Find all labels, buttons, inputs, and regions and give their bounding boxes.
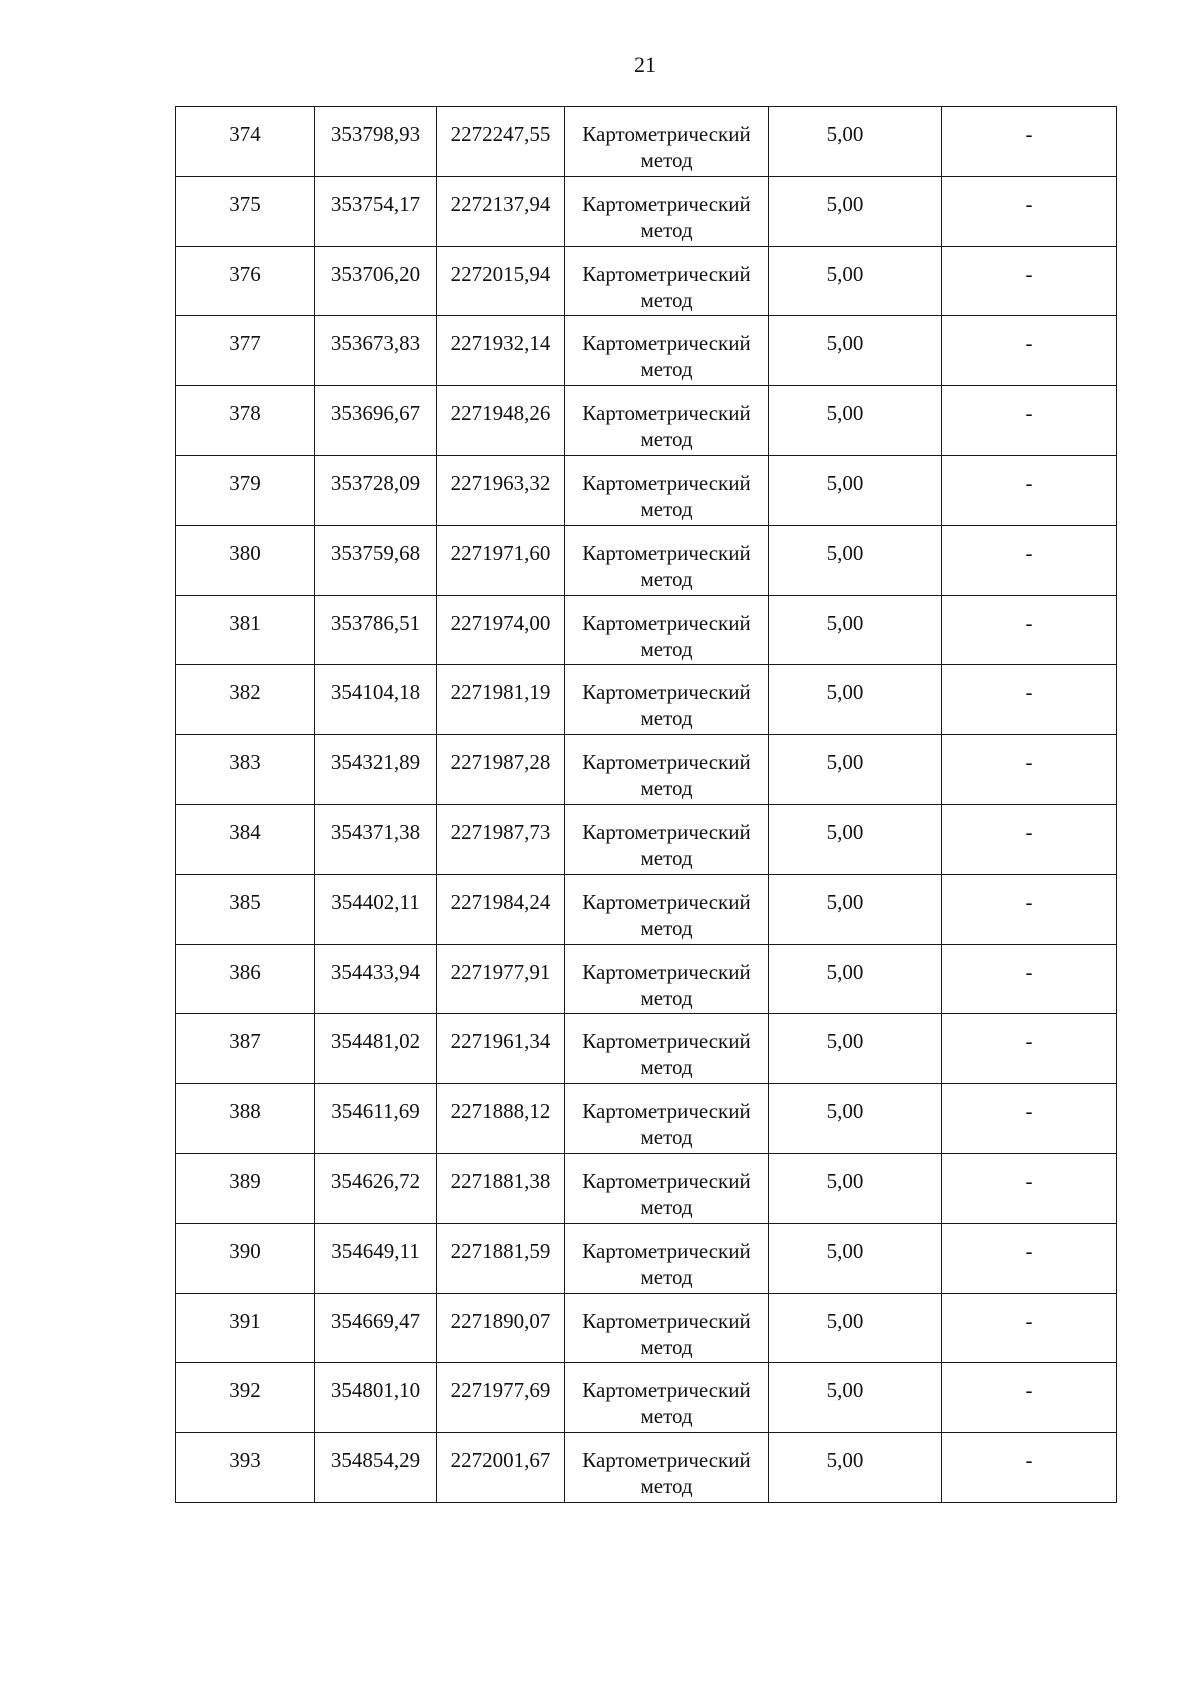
point-number-cell xyxy=(176,944,315,1014)
y-coordinate-value: 2271977,69 xyxy=(450,1378,551,1403)
method-cell xyxy=(565,735,769,805)
note-value: - xyxy=(1025,1448,1033,1473)
y-coordinate-value: 2272015,94 xyxy=(450,261,551,286)
note-value: - xyxy=(1025,1029,1033,1054)
error-value: 5,00 xyxy=(826,610,864,635)
method-cell xyxy=(565,1084,769,1154)
y-coordinate-cell xyxy=(437,455,565,525)
point-number-cell xyxy=(176,1293,315,1363)
x-coordinate-cell xyxy=(315,874,437,944)
table-row xyxy=(176,176,1117,246)
error-value: 5,00 xyxy=(826,401,864,426)
x-coordinate-cell xyxy=(315,665,437,735)
point-number-value: 375 xyxy=(229,191,261,216)
point-number-cell xyxy=(176,1363,315,1433)
method-line-2: метод xyxy=(640,496,693,521)
method-cell xyxy=(565,1223,769,1293)
x-coordinate-cell xyxy=(315,1014,437,1084)
y-coordinate-value: 2271932,14 xyxy=(450,331,551,356)
x-coordinate-value: 354481,02 xyxy=(330,1029,421,1054)
point-number-cell xyxy=(176,1223,315,1293)
method-cell xyxy=(565,386,769,456)
point-number-value: 380 xyxy=(229,540,261,565)
method-line-2: метод xyxy=(640,706,693,731)
note-value: - xyxy=(1025,1238,1033,1263)
y-coordinate-value: 2271881,59 xyxy=(450,1238,551,1263)
method-cell xyxy=(565,455,769,525)
table-row xyxy=(176,804,1117,874)
method-line-1: Картометрический xyxy=(582,1378,751,1403)
x-coordinate-cell xyxy=(315,107,437,177)
y-coordinate-cell xyxy=(437,735,565,805)
point-number-value: 381 xyxy=(229,610,261,635)
x-coordinate-value: 354371,38 xyxy=(330,819,421,844)
point-number-cell xyxy=(176,455,315,525)
method-line-2: метод xyxy=(640,427,693,452)
note-cell xyxy=(942,595,1117,665)
x-coordinate-value: 353696,67 xyxy=(330,401,421,426)
coordinates-table-body xyxy=(176,107,1117,1503)
y-coordinate-cell xyxy=(437,176,565,246)
y-coordinate-value: 2271961,34 xyxy=(450,1029,551,1054)
method-line-2: метод xyxy=(640,1404,693,1429)
method-cell xyxy=(565,316,769,386)
x-coordinate-value: 354626,72 xyxy=(330,1168,421,1193)
point-number-cell xyxy=(176,595,315,665)
method-line-2: метод xyxy=(640,776,693,801)
note-value: - xyxy=(1025,819,1033,844)
note-value: - xyxy=(1025,122,1033,146)
x-coordinate-value: 354611,69 xyxy=(331,1099,420,1124)
table-row xyxy=(176,735,1117,805)
x-coordinate-value: 354321,89 xyxy=(330,750,421,775)
error-cell xyxy=(769,386,942,456)
y-coordinate-cell xyxy=(437,316,565,386)
error-value: 5,00 xyxy=(826,191,864,216)
point-number-cell xyxy=(176,1433,315,1503)
coordinates-table xyxy=(175,106,1117,1503)
y-coordinate-value: 2272137,94 xyxy=(450,191,551,216)
method-line-1: Картометрический xyxy=(582,680,751,705)
method-line-1: Картометрический xyxy=(582,191,751,216)
point-number-value: 392 xyxy=(229,1378,261,1403)
error-cell xyxy=(769,107,942,177)
point-number-value: 388 xyxy=(229,1099,261,1124)
note-cell xyxy=(942,246,1117,316)
error-cell xyxy=(769,595,942,665)
point-number-cell xyxy=(176,246,315,316)
method-cell xyxy=(565,1433,769,1503)
y-coordinate-value: 2271963,32 xyxy=(450,470,551,495)
method-cell xyxy=(565,525,769,595)
method-line-2: метод xyxy=(640,636,693,661)
error-value: 5,00 xyxy=(826,122,864,146)
x-coordinate-value: 353754,17 xyxy=(330,191,421,216)
point-number-value: 391 xyxy=(229,1308,261,1333)
y-coordinate-value: 2271984,24 xyxy=(450,889,551,914)
table-row xyxy=(176,525,1117,595)
y-coordinate-value: 2271981,19 xyxy=(450,680,551,705)
error-value: 5,00 xyxy=(826,261,864,286)
error-value: 5,00 xyxy=(826,889,864,914)
x-coordinate-value: 353706,20 xyxy=(330,261,421,286)
table-row xyxy=(176,595,1117,665)
x-coordinate-cell xyxy=(315,455,437,525)
table-row xyxy=(176,665,1117,735)
point-number-cell xyxy=(176,176,315,246)
note-cell xyxy=(942,1014,1117,1084)
note-cell xyxy=(942,804,1117,874)
x-coordinate-cell xyxy=(315,525,437,595)
error-cell xyxy=(769,455,942,525)
note-cell xyxy=(942,665,1117,735)
point-number-cell xyxy=(176,735,315,805)
table-row xyxy=(176,107,1117,177)
x-coordinate-cell xyxy=(315,246,437,316)
table-row xyxy=(176,944,1117,1014)
x-coordinate-cell xyxy=(315,316,437,386)
x-coordinate-value: 353728,09 xyxy=(330,470,421,495)
error-value: 5,00 xyxy=(826,819,864,844)
y-coordinate-cell xyxy=(437,1363,565,1433)
note-value: - xyxy=(1025,1099,1033,1124)
point-number-value: 383 xyxy=(229,750,261,775)
note-cell xyxy=(942,1293,1117,1363)
method-line-1: Картометрический xyxy=(582,122,751,146)
method-line-2: метод xyxy=(640,1055,693,1080)
error-value: 5,00 xyxy=(826,1099,864,1124)
method-cell xyxy=(565,1153,769,1223)
point-number-value: 393 xyxy=(229,1448,261,1473)
error-cell xyxy=(769,1084,942,1154)
note-value: - xyxy=(1025,1378,1033,1403)
x-coordinate-value: 354649,11 xyxy=(331,1238,420,1263)
point-number-cell xyxy=(176,316,315,386)
error-value: 5,00 xyxy=(826,1308,864,1333)
method-line-1: Картометрический xyxy=(582,750,751,775)
table-row xyxy=(176,1363,1117,1433)
y-coordinate-cell xyxy=(437,874,565,944)
x-coordinate-cell xyxy=(315,386,437,456)
y-coordinate-cell xyxy=(437,944,565,1014)
error-cell xyxy=(769,176,942,246)
error-cell xyxy=(769,1433,942,1503)
note-cell xyxy=(942,735,1117,805)
note-value: - xyxy=(1025,1168,1033,1193)
error-value: 5,00 xyxy=(826,1378,864,1403)
y-coordinate-cell xyxy=(437,595,565,665)
y-coordinate-cell xyxy=(437,1433,565,1503)
note-value: - xyxy=(1025,261,1033,286)
x-coordinate-value: 354433,94 xyxy=(330,959,421,984)
x-coordinate-cell xyxy=(315,735,437,805)
note-value: - xyxy=(1025,331,1033,356)
error-cell xyxy=(769,804,942,874)
note-cell xyxy=(942,455,1117,525)
method-line-2: метод xyxy=(640,217,693,242)
note-cell xyxy=(942,1223,1117,1293)
method-line-1: Картометрический xyxy=(582,401,751,426)
point-number-value: 384 xyxy=(229,819,261,844)
method-cell xyxy=(565,176,769,246)
y-coordinate-cell xyxy=(437,246,565,316)
method-line-1: Картометрический xyxy=(582,1029,751,1054)
error-cell xyxy=(769,944,942,1014)
error-cell xyxy=(769,874,942,944)
note-value: - xyxy=(1025,191,1033,216)
error-value: 5,00 xyxy=(826,331,864,356)
y-coordinate-cell xyxy=(437,1153,565,1223)
table-row xyxy=(176,386,1117,456)
method-cell xyxy=(565,944,769,1014)
note-cell xyxy=(942,1084,1117,1154)
method-line-2: метод xyxy=(640,566,693,591)
method-line-1: Картометрический xyxy=(582,889,751,914)
table-row xyxy=(176,1293,1117,1363)
point-number-cell xyxy=(176,665,315,735)
x-coordinate-cell xyxy=(315,176,437,246)
error-cell xyxy=(769,1223,942,1293)
error-value: 5,00 xyxy=(826,959,864,984)
point-number-value: 386 xyxy=(229,959,261,984)
method-line-1: Картометрический xyxy=(582,1448,751,1473)
table-row xyxy=(176,1084,1117,1154)
x-coordinate-value: 354402,11 xyxy=(331,889,420,914)
x-coordinate-cell xyxy=(315,1153,437,1223)
x-coordinate-cell xyxy=(315,595,437,665)
x-coordinate-cell xyxy=(315,1084,437,1154)
x-coordinate-cell xyxy=(315,1433,437,1503)
y-coordinate-cell xyxy=(437,1084,565,1154)
x-coordinate-cell xyxy=(315,1223,437,1293)
point-number-value: 377 xyxy=(229,331,261,356)
table-row xyxy=(176,246,1117,316)
error-value: 5,00 xyxy=(826,1448,864,1473)
method-cell xyxy=(565,665,769,735)
y-coordinate-cell xyxy=(437,107,565,177)
x-coordinate-cell xyxy=(315,1363,437,1433)
method-line-2: метод xyxy=(640,1194,693,1219)
note-cell xyxy=(942,944,1117,1014)
point-number-cell xyxy=(176,1084,315,1154)
method-line-1: Картометрический xyxy=(582,1099,751,1124)
note-cell xyxy=(942,1433,1117,1503)
note-cell xyxy=(942,1363,1117,1433)
point-number-cell xyxy=(176,107,315,177)
y-coordinate-cell xyxy=(437,386,565,456)
note-cell xyxy=(942,386,1117,456)
note-cell xyxy=(942,525,1117,595)
x-coordinate-cell xyxy=(315,804,437,874)
y-coordinate-value: 2271890,07 xyxy=(450,1308,551,1333)
note-cell xyxy=(942,1153,1117,1223)
y-coordinate-value: 2271987,73 xyxy=(450,819,551,844)
point-number-cell xyxy=(176,804,315,874)
x-coordinate-value: 354669,47 xyxy=(330,1308,421,1333)
point-number-value: 376 xyxy=(229,261,261,286)
error-cell xyxy=(769,665,942,735)
point-number-cell xyxy=(176,386,315,456)
table-row xyxy=(176,874,1117,944)
y-coordinate-cell xyxy=(437,525,565,595)
y-coordinate-value: 2271977,91 xyxy=(450,959,551,984)
error-value: 5,00 xyxy=(826,470,864,495)
y-coordinate-value: 2271987,28 xyxy=(450,750,551,775)
method-line-1: Картометрический xyxy=(582,1308,751,1333)
method-line-1: Картометрический xyxy=(582,819,751,844)
point-number-value: 382 xyxy=(229,680,261,705)
point-number-value: 374 xyxy=(229,122,261,146)
note-value: - xyxy=(1025,959,1033,984)
error-cell xyxy=(769,735,942,805)
y-coordinate-value: 2271881,38 xyxy=(450,1168,551,1193)
y-coordinate-value: 2271971,60 xyxy=(450,540,551,565)
method-cell xyxy=(565,1363,769,1433)
x-coordinate-value: 353786,51 xyxy=(330,610,421,635)
y-coordinate-cell xyxy=(437,804,565,874)
method-line-1: Картометрический xyxy=(582,261,751,286)
error-value: 5,00 xyxy=(826,1029,864,1054)
point-number-cell xyxy=(176,1153,315,1223)
note-cell xyxy=(942,107,1117,177)
note-cell xyxy=(942,874,1117,944)
y-coordinate-value: 2272001,67 xyxy=(450,1448,551,1473)
note-value: - xyxy=(1025,610,1033,635)
error-value: 5,00 xyxy=(826,1238,864,1263)
error-cell xyxy=(769,246,942,316)
method-line-1: Картометрический xyxy=(582,1238,751,1263)
y-coordinate-value: 2272247,55 xyxy=(450,122,551,146)
note-cell xyxy=(942,176,1117,246)
method-line-1: Картометрический xyxy=(582,1168,751,1193)
note-value: - xyxy=(1025,1308,1033,1333)
x-coordinate-value: 354854,29 xyxy=(330,1448,421,1473)
method-line-2: метод xyxy=(640,287,693,312)
point-number-value: 379 xyxy=(229,470,261,495)
point-number-cell xyxy=(176,1014,315,1084)
x-coordinate-cell xyxy=(315,944,437,1014)
note-value: - xyxy=(1025,401,1033,426)
method-cell xyxy=(565,595,769,665)
table-row xyxy=(176,455,1117,525)
method-line-1: Картометрический xyxy=(582,610,751,635)
table-row xyxy=(176,1433,1117,1503)
x-coordinate-value: 353673,83 xyxy=(330,331,421,356)
method-cell xyxy=(565,246,769,316)
point-number-value: 385 xyxy=(229,889,261,914)
note-value: - xyxy=(1025,540,1033,565)
error-cell xyxy=(769,1293,942,1363)
error-value: 5,00 xyxy=(826,1168,864,1193)
x-coordinate-cell xyxy=(315,1293,437,1363)
method-line-1: Картометрический xyxy=(582,540,751,565)
note-value: - xyxy=(1025,750,1033,775)
error-value: 5,00 xyxy=(826,680,864,705)
table-row xyxy=(176,1153,1117,1223)
y-coordinate-cell xyxy=(437,1293,565,1363)
point-number-value: 389 xyxy=(229,1168,261,1193)
method-line-1: Картометрический xyxy=(582,331,751,356)
point-number-cell xyxy=(176,874,315,944)
error-cell xyxy=(769,525,942,595)
method-line-2: метод xyxy=(640,1474,693,1499)
method-line-1: Картометрический xyxy=(582,959,751,984)
note-cell xyxy=(942,316,1117,386)
y-coordinate-value: 2271888,12 xyxy=(450,1099,551,1124)
table-row xyxy=(176,1014,1117,1084)
page-number: 21 xyxy=(634,52,656,77)
x-coordinate-value: 353759,68 xyxy=(330,540,421,565)
method-line-2: метод xyxy=(640,845,693,870)
point-number-value: 390 xyxy=(229,1238,261,1263)
method-line-2: метод xyxy=(640,1264,693,1289)
note-value: - xyxy=(1025,470,1033,495)
x-coordinate-value: 353798,93 xyxy=(330,122,421,146)
error-cell xyxy=(769,1363,942,1433)
y-coordinate-cell xyxy=(437,1014,565,1084)
method-line-2: метод xyxy=(640,1125,693,1150)
method-line-2: метод xyxy=(640,915,693,940)
note-value: - xyxy=(1025,680,1033,705)
error-value: 5,00 xyxy=(826,750,864,775)
error-cell xyxy=(769,1014,942,1084)
method-cell xyxy=(565,1293,769,1363)
y-coordinate-value: 2271974,00 xyxy=(450,610,551,635)
method-cell xyxy=(565,107,769,177)
method-line-2: метод xyxy=(640,357,693,382)
method-line-2: метод xyxy=(640,1334,693,1359)
method-cell xyxy=(565,874,769,944)
error-cell xyxy=(769,316,942,386)
method-cell xyxy=(565,1014,769,1084)
method-line-1: Картометрический xyxy=(582,470,751,495)
method-line-2: метод xyxy=(640,985,693,1010)
error-cell xyxy=(769,1153,942,1223)
note-value: - xyxy=(1025,889,1033,914)
point-number-value: 378 xyxy=(229,401,261,426)
table-row xyxy=(176,1223,1117,1293)
point-number-value: 387 xyxy=(229,1029,261,1054)
table-row xyxy=(176,316,1117,386)
x-coordinate-value: 354801,10 xyxy=(330,1378,421,1403)
x-coordinate-value: 354104,18 xyxy=(330,680,421,705)
method-cell xyxy=(565,804,769,874)
y-coordinate-cell xyxy=(437,665,565,735)
method-line-2: метод xyxy=(640,148,693,172)
error-value: 5,00 xyxy=(826,540,864,565)
y-coordinate-value: 2271948,26 xyxy=(450,401,551,426)
y-coordinate-cell xyxy=(437,1223,565,1293)
point-number-cell xyxy=(176,525,315,595)
